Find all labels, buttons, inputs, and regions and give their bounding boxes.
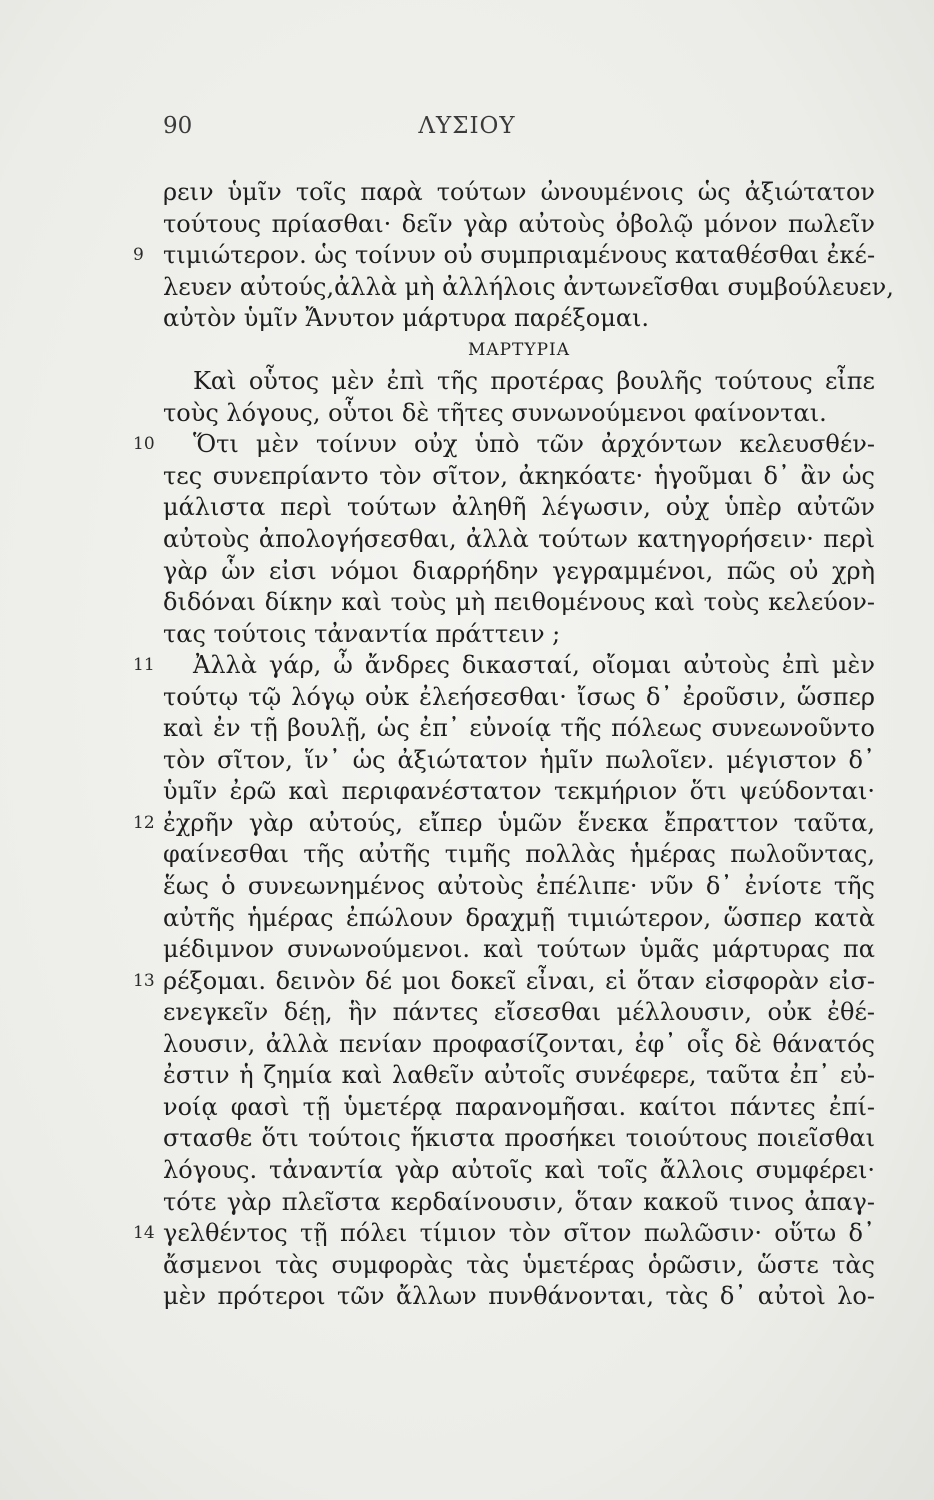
line-text: τὸν σῖτον, ἵν᾽ ὡς ἀξιώτατον ἡμῖν πωλοῖεν. μέγιστον δ᾽ xyxy=(163,745,875,774)
text-line xyxy=(163,1060,875,1092)
text-line xyxy=(163,997,875,1029)
text-line xyxy=(133,429,875,461)
line-text: Ὅτι μὲν τοίνυν οὐχ ὑπὸ τῶν ἀρχόντων κελευσθέν- xyxy=(193,430,875,459)
page-number: 90 xyxy=(163,113,193,139)
text-line xyxy=(163,1281,875,1313)
line-text: ἐστιν ἡ ζημία καὶ λαθεῖν αὐτοῖς συνέφερε, ταῦτα ἐπ᾽ εὐ- xyxy=(163,1061,875,1090)
text-line xyxy=(163,1250,875,1282)
text-line xyxy=(163,366,875,398)
text-line xyxy=(163,524,875,556)
line-text: φαίνεσθαι τῆς αὐτῆς τιμῆς πολλὰς ἡμέρας πωλοῦντας, xyxy=(163,840,875,869)
text-line xyxy=(163,682,875,714)
text-line xyxy=(163,871,875,903)
text-line xyxy=(163,492,875,524)
line-text: Καὶ οὗτος μὲν ἐπὶ τῆς προτέρας βουλῆς τούτους εἶπε xyxy=(193,367,875,396)
text-line xyxy=(163,713,875,745)
text-line xyxy=(163,839,875,871)
line-text: τότε γὰρ πλεῖστα κερδαίνουσιν, ὅταν κακοῦ τινος ἀπαγ- xyxy=(163,1187,875,1216)
running-head: ΛΥΣΙΟΥ xyxy=(418,113,516,139)
text-line xyxy=(163,619,875,651)
line-text: αὐτῆς ἡμέρας ἐπώλουν δραχμῇ τιμιώτερον, ὥσπερ κατὰ xyxy=(163,903,875,932)
line-text: τες συνεπρίαντο τὸν σῖτον, ἀκηκόατε· ἡγοῦμαι δ᾽ ἂν ὡς xyxy=(163,461,875,490)
section-number: 11 xyxy=(133,655,155,676)
line-text: ρειν ὑμῖν τοῖς παρὰ τούτων ὠνουμένοις ὡς ἀξιώτατον xyxy=(163,178,875,206)
text-line xyxy=(163,1029,875,1061)
line-text: μέδιμνον συνωνούμενοι. καὶ τούτων ὑμᾶς μάρτυρας πα xyxy=(163,935,875,964)
line-text: ἄσμενοι τὰς συμφορὰς τὰς ὑμετέρας ὁρῶσιν, ὥστε τὰς xyxy=(163,1250,875,1279)
line-text: μὲν πρότεροι τῶν ἄλλων πυνθάνονται, τὰς δ᾽ αὐτοὶ λο- xyxy=(163,1282,875,1311)
line-text: αὐτὸν ὑμῖν Ἄνυτον μάρτυρα παρέξομαι. xyxy=(163,304,650,333)
line-text: ἐχρῆν γὰρ αὐτούς, εἴπερ ὑμῶν ἕνεκα ἔπραττον ταῦτα, xyxy=(163,808,875,837)
line-text: ενεγκεῖν δέῃ, ἣν πάντες εἴσεσθαι μέλλουσιν, οὐκ ἐθέ- xyxy=(163,998,875,1027)
text-line xyxy=(163,1123,875,1155)
text-line xyxy=(163,1155,875,1187)
text-line xyxy=(163,745,875,777)
section-number: 9 xyxy=(133,245,144,266)
line-text: καὶ ἐν τῇ βουλῇ, ὡς ἐπ᾽ εὐνοίᾳ τῆς πόλεως συνεωνοῦντο xyxy=(163,714,875,743)
line-text: τούτῳ τῷ λόγῳ οὐκ ἐλεήσεσθαι· ἴσως δ᾽ ἐροῦσιν, ὥσπερ xyxy=(163,682,875,711)
text-line xyxy=(133,808,875,840)
line-text: λόγους. τἀναντία γὰρ αὐτοῖς καὶ τοῖς ἄλλοις συμφέρει· xyxy=(163,1155,875,1184)
text-line xyxy=(163,272,894,304)
section-number: 12 xyxy=(133,812,155,833)
text-line xyxy=(163,1092,875,1124)
line-text: στασθε ὅτι τούτοις ἥκιστα προσήκει τοιούτους ποιεῖσθαι xyxy=(163,1124,875,1153)
line-text: τούτους πρίασθαι· δεῖν γὰρ αὐτοὺς ὀβολῷ μόνον πωλεῖν xyxy=(163,209,875,238)
line-text: τιμιώτερον. ὡς τοίνυν οὐ συμπριαμένους καταθέσθαι ἐκέ- xyxy=(163,241,876,270)
text-line xyxy=(163,177,875,209)
line-text: αὐτοὺς ἀπολογήσεσθαι, ἀλλὰ τούτων κατηγορήσειν· περὶ xyxy=(163,525,875,554)
section-heading xyxy=(163,335,875,367)
text-line xyxy=(133,240,876,272)
text-block xyxy=(133,177,894,1313)
text-line xyxy=(163,398,875,430)
line-text: ρέξομαι. δεινὸν δέ μοι δοκεῖ εἶναι, εἰ ὅταν εἰσφορὰν εἰσ- xyxy=(163,966,875,995)
line-text: Ἀλλὰ γάρ, ὦ ἄνδρες δικασταί, οἴομαι αὐτοὺς ἐπὶ μὲν xyxy=(193,651,875,680)
section-number: 14 xyxy=(133,1223,155,1244)
text-line xyxy=(163,776,875,808)
text-line xyxy=(163,934,875,966)
text-line xyxy=(163,903,875,935)
line-text: τας τούτοις τἀναντία πράττειν ; xyxy=(163,619,561,648)
line-text: λευεν αὐτούς,ἀλλὰ μὴ ἀλλήλοις ἀντωνεῖσθαι συμβούλευεν, xyxy=(163,272,894,301)
text-line xyxy=(163,587,875,619)
line-text: νοίᾳ φασὶ τῇ ὑμετέρᾳ παρανομῆσαι. καίτοι πάντες ἐπί- xyxy=(163,1092,875,1121)
text-line xyxy=(163,303,875,335)
section-number: 13 xyxy=(133,970,155,991)
line-text: λουσιν, ἀλλὰ πενίαν προφασίζονται, ἐφ᾽ οἷς δὲ θάνατός xyxy=(163,1029,875,1058)
line-text: ἕως ὁ συνεωνημένος αὐτοὺς ἐπέλιπε· νῦν δ᾽ ἐνίοτε τῆς xyxy=(163,872,875,901)
page-header xyxy=(0,113,934,153)
line-text: γὰρ ὧν εἰσι νόμοι διαρρήδην γεγραμμένοι, πῶς οὐ χρὴ xyxy=(163,556,875,585)
line-text: διδόναι δίκην καὶ τοὺς μὴ πειθομένους καὶ τοὺς κελεύον- xyxy=(163,588,875,617)
line-text: μάλιστα περὶ τούτων ἀληθῆ λέγωσιν, οὐχ ὑπὲρ αὐτῶν xyxy=(163,493,875,522)
line-text: ὑμῖν ἐρῶ καὶ περιφανέστατον τεκμήριον ὅτι ψεύδονται· xyxy=(163,777,875,806)
text-line xyxy=(163,556,875,588)
section-number: 10 xyxy=(133,434,155,455)
text-line xyxy=(133,1218,875,1250)
text-line xyxy=(163,209,875,241)
text-line xyxy=(133,966,875,998)
text-line xyxy=(133,650,875,682)
line-text: ΜΑΡΤΥΡΙΑ xyxy=(467,339,571,360)
text-line xyxy=(163,1187,875,1219)
line-text: γελθέντος τῇ πόλει τίμιον τὸν σῖτον πωλῶσιν· οὕτω δ᾽ xyxy=(163,1219,875,1248)
text-line xyxy=(163,461,875,493)
line-text: τοὺς λόγους, οὗτοι δὲ τῆτες συνωνούμενοι φαίνονται. xyxy=(163,398,827,427)
